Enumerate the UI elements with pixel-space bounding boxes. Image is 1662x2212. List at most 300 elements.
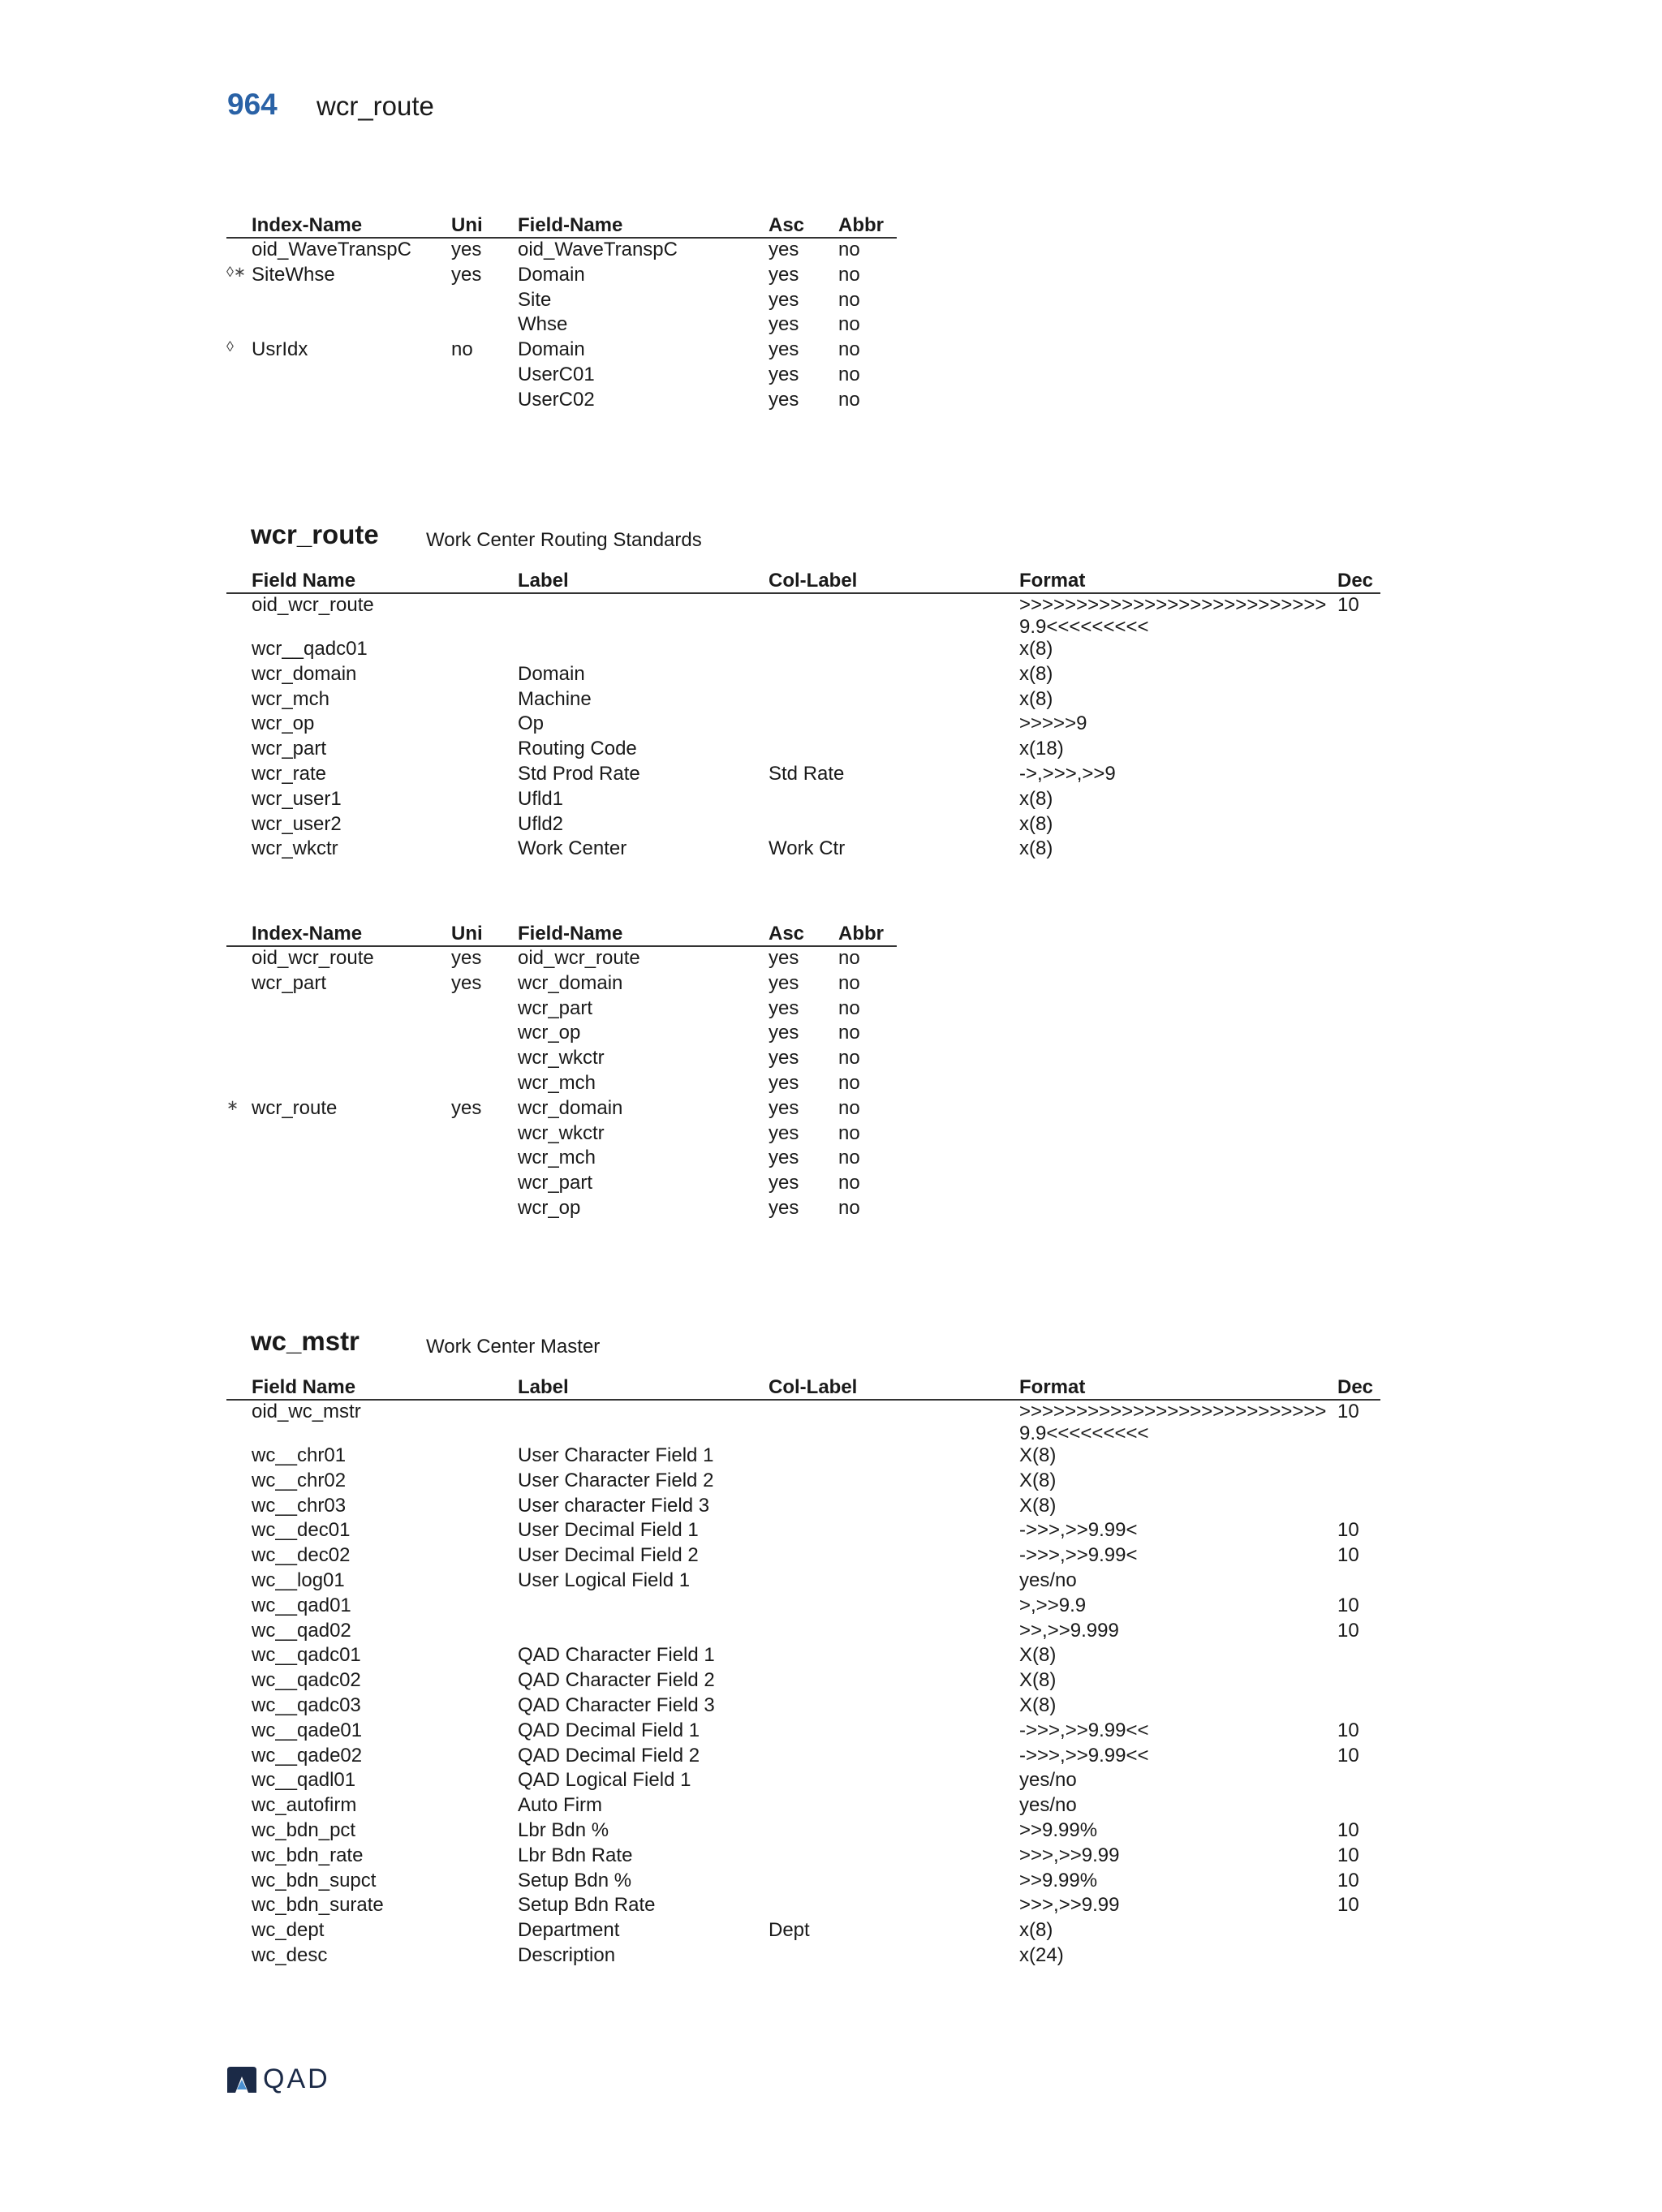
table-name: wcr_route — [251, 519, 379, 549]
table-cell: yes — [769, 947, 799, 969]
field-row — [226, 763, 1380, 788]
cell-format: ->>>,>>9.99< — [1019, 1519, 1138, 1542]
cell-field-name: wcr_domain — [252, 662, 357, 685]
cell-col-label — [769, 1444, 1019, 1470]
table-cell: yes — [451, 239, 482, 260]
cell-dec — [1337, 1694, 1380, 1719]
table-cell: yes — [451, 1096, 482, 1119]
index-row — [226, 313, 897, 338]
cell-label — [518, 1594, 769, 1620]
index-marker — [226, 1172, 252, 1197]
index-row — [226, 1147, 897, 1172]
table-cell: wcr_mch — [518, 1147, 596, 1169]
index-marker — [226, 972, 252, 997]
cell-col-label — [769, 1544, 1019, 1569]
cell-format: x(8) — [1019, 687, 1053, 710]
col-abbr: Abbr — [838, 921, 897, 946]
cell-dec: 10 — [1337, 1869, 1359, 1891]
index-marker — [226, 946, 252, 972]
field-table-header — [226, 568, 1380, 593]
table-cell: no — [838, 1121, 860, 1144]
col-field-name: Field Name — [252, 1375, 518, 1400]
cell-format: >>9.99% — [1019, 1818, 1098, 1841]
cell-format: yes/no — [1019, 1769, 1077, 1792]
cell-label: Machine — [518, 687, 592, 710]
field-row — [226, 1519, 1380, 1544]
cell-field-name: oid_wc_mstr — [252, 1401, 361, 1422]
field-row — [226, 1745, 1380, 1770]
index-row — [226, 1197, 897, 1222]
cell-label: Std Prod Rate — [518, 762, 640, 785]
cell-dec: 10 — [1337, 1894, 1359, 1917]
col-index-name: Index-Name — [252, 213, 451, 238]
col-field-name: Field Name — [252, 568, 518, 593]
index-row — [226, 1172, 897, 1197]
field-row — [226, 1400, 1380, 1444]
cell-label: User Logical Field 1 — [518, 1569, 691, 1591]
table-cell: yes — [769, 288, 799, 311]
cell-col-label: Work Ctr — [769, 837, 846, 860]
cell-format: >>>,>>9.99 — [1019, 1894, 1120, 1917]
field-row — [226, 688, 1380, 713]
cell-label: Op — [518, 712, 545, 735]
cell-field-name: wcr_user2 — [252, 812, 342, 835]
field-row — [226, 1544, 1380, 1569]
field-row — [226, 738, 1380, 763]
cell-dec: 10 — [1337, 1619, 1359, 1642]
table-cell: wcr_domain — [518, 1096, 623, 1119]
cell-col-label — [769, 688, 1019, 713]
index-marker — [226, 364, 252, 389]
cell-field-name: wc__qad01 — [252, 1594, 351, 1616]
index-marker: ◊ — [226, 338, 234, 355]
cell-format: ->>>,>>9.99< — [1019, 1544, 1138, 1567]
cell-col-label — [769, 1594, 1019, 1620]
field-row — [226, 788, 1380, 813]
cell-col-label: Dept — [769, 1919, 810, 1942]
cell-field-name: wcr_user1 — [252, 787, 342, 810]
cell-field-name: wc__qade02 — [252, 1744, 363, 1767]
index-row — [226, 338, 897, 364]
cell-col-label — [769, 1569, 1019, 1594]
table-cell: wcr_part — [518, 1172, 593, 1194]
table-description: Work Center Routing Standards — [426, 529, 702, 551]
table-cell — [451, 313, 518, 338]
table-cell: yes — [451, 947, 482, 969]
table-cell: no — [838, 388, 860, 411]
cell-format: x(8) — [1019, 787, 1053, 810]
cell-dec — [1337, 1769, 1380, 1794]
index-marker: ∗ — [226, 1096, 239, 1113]
cell-col-label — [769, 1669, 1019, 1694]
col-label: Label — [518, 568, 769, 593]
field-row — [226, 1794, 1380, 1819]
cell-col-label — [769, 1470, 1019, 1495]
table-cell: yes — [769, 1147, 799, 1169]
cell-dec — [1337, 1444, 1380, 1470]
cell-dec — [1337, 738, 1380, 763]
cell-field-name: wc__dec01 — [252, 1519, 351, 1542]
field-row — [226, 1944, 1380, 1969]
index-row — [226, 264, 897, 289]
index-table-header — [226, 921, 897, 946]
table-cell: no — [451, 338, 473, 361]
table-cell — [451, 364, 518, 389]
col-col-label: Col-Label — [769, 568, 1019, 593]
table-cell: yes — [769, 263, 799, 286]
table-cell — [451, 1047, 518, 1072]
index-marker — [226, 1022, 252, 1047]
index-row — [226, 1072, 897, 1097]
table-cell: no — [838, 338, 860, 361]
cell-field-name: wcr_part — [252, 738, 327, 760]
table-cell: yes — [769, 388, 799, 411]
cell-field-name: wc__qad02 — [252, 1619, 351, 1642]
index-marker — [226, 997, 252, 1022]
cell-label: Work Center — [518, 837, 627, 860]
index-row — [226, 289, 897, 314]
cell-format: yes/no — [1019, 1794, 1077, 1817]
cell-dec: 10 — [1337, 1401, 1359, 1422]
cell-label: Lbr Bdn Rate — [518, 1844, 633, 1866]
table-cell: yes — [769, 996, 799, 1019]
index-marker — [226, 1197, 252, 1222]
table-cell: no — [838, 996, 860, 1019]
table-cell — [252, 289, 451, 314]
qad-logo — [226, 2064, 330, 2098]
field-row — [226, 712, 1380, 738]
cell-field-name: wc__qade01 — [252, 1719, 363, 1741]
cell-col-label — [769, 1819, 1019, 1844]
table-cell: yes — [769, 313, 799, 336]
table-cell: no — [838, 1172, 860, 1194]
col-uni: Uni — [451, 213, 518, 238]
table-cell — [252, 364, 451, 389]
table-cell — [451, 997, 518, 1022]
cell-field-name: wc_bdn_rate — [252, 1844, 364, 1866]
table-cell: no — [838, 1022, 860, 1044]
table-cell — [252, 389, 451, 414]
field-row — [226, 1894, 1380, 1919]
cell-dec: 10 — [1337, 1519, 1359, 1542]
cell-dec — [1337, 1944, 1380, 1969]
cell-field-name: wcr_wkctr — [252, 837, 338, 860]
col-field-name: Field-Name — [518, 213, 769, 238]
cell-format: X(8) — [1019, 1494, 1057, 1517]
table-cell: yes — [451, 263, 482, 286]
field-row — [226, 1919, 1380, 1944]
wcr-route-field-table — [226, 568, 1380, 863]
index-marker — [226, 289, 252, 314]
cell-dec — [1337, 638, 1380, 663]
cell-col-label — [769, 788, 1019, 813]
cell-label: QAD Decimal Field 2 — [518, 1744, 700, 1767]
cell-col-label: Std Rate — [769, 762, 845, 785]
cell-field-name: wc__qadc03 — [252, 1693, 361, 1716]
table-cell — [451, 1022, 518, 1047]
field-row — [226, 1495, 1380, 1520]
cell-format: x(24) — [1019, 1943, 1064, 1966]
field-row — [226, 1694, 1380, 1719]
table-cell: Whse — [518, 313, 568, 336]
table-cell: yes — [769, 338, 799, 361]
table-cell — [252, 1072, 451, 1097]
table-cell: no — [838, 1147, 860, 1169]
cell-label: QAD Character Field 3 — [518, 1693, 715, 1716]
table-cell: no — [838, 263, 860, 286]
table-cell — [252, 1047, 451, 1072]
cell-col-label — [769, 1944, 1019, 1969]
table-cell: yes — [769, 1172, 799, 1194]
cell-format: x(8) — [1019, 812, 1053, 835]
index-marker — [226, 1072, 252, 1097]
cell-col-label — [769, 712, 1019, 738]
table-description: Work Center Master — [426, 1336, 601, 1358]
table-cell: no — [838, 239, 860, 260]
cell-dec — [1337, 688, 1380, 713]
table-cell: oid_wcr_route — [518, 947, 640, 969]
cell-field-name: wc_autofirm — [252, 1794, 357, 1817]
cell-dec — [1337, 1495, 1380, 1520]
cell-field-name: wc_bdn_surate — [252, 1894, 384, 1917]
field-table-header — [226, 1375, 1380, 1400]
cell-dec — [1337, 813, 1380, 838]
cell-dec — [1337, 763, 1380, 788]
table-cell: UsrIdx — [252, 338, 308, 361]
cell-format: X(8) — [1019, 1469, 1057, 1491]
col-field-name: Field-Name — [518, 921, 769, 946]
cell-field-name: oid_wcr_route — [252, 594, 374, 616]
cell-dec — [1337, 788, 1380, 813]
table-cell: no — [838, 313, 860, 336]
cell-label: QAD Character Field 2 — [518, 1669, 715, 1692]
cell-field-name: wcr__qadc01 — [252, 638, 368, 660]
field-row — [226, 1594, 1380, 1620]
cell-label: Setup Bdn % — [518, 1869, 632, 1891]
table-cell: Domain — [518, 338, 585, 361]
table-cell: Domain — [518, 263, 585, 286]
table-cell: SiteWhse — [252, 263, 335, 286]
table-cell: wcr_wkctr — [518, 1121, 605, 1144]
col-asc: Asc — [769, 213, 838, 238]
cell-label — [518, 638, 769, 663]
table-cell: yes — [769, 971, 799, 994]
cell-format: X(8) — [1019, 1693, 1057, 1716]
index-marker — [226, 1122, 252, 1147]
cell-format: X(8) — [1019, 1444, 1057, 1466]
field-row — [226, 593, 1380, 638]
field-row — [226, 1620, 1380, 1645]
cell-format: yes/no — [1019, 1569, 1077, 1591]
table-cell: no — [838, 363, 860, 385]
table-cell: yes — [769, 1096, 799, 1119]
cell-format: x(8) — [1019, 1919, 1053, 1942]
field-row — [226, 1470, 1380, 1495]
cell-dec — [1337, 1669, 1380, 1694]
index-marker: ◊∗ — [226, 263, 246, 280]
cell-dec — [1337, 1794, 1380, 1819]
table-cell: wcr_op — [518, 1196, 581, 1219]
cell-field-name: wc__chr03 — [252, 1494, 347, 1517]
cell-format: x(8) — [1019, 837, 1053, 860]
cell-col-label — [769, 1495, 1019, 1520]
cell-dec: 10 — [1337, 1594, 1359, 1616]
cell-dec — [1337, 712, 1380, 738]
col-label: Label — [518, 1375, 769, 1400]
cell-label: Department — [518, 1919, 620, 1942]
cell-col-label — [769, 1644, 1019, 1669]
cell-dec: 10 — [1337, 1818, 1359, 1841]
col-dec: Dec — [1337, 1375, 1380, 1400]
cell-format: >>,>>9.999 — [1019, 1619, 1119, 1642]
table-cell: yes — [451, 971, 482, 994]
cell-format: X(8) — [1019, 1669, 1057, 1692]
table-cell: no — [838, 1047, 860, 1069]
table-cell: yes — [769, 239, 799, 260]
cell-label: Ufld1 — [518, 787, 564, 810]
cell-field-name: wcr_rate — [252, 762, 327, 785]
cell-label: User Decimal Field 1 — [518, 1519, 699, 1542]
index-table-1 — [226, 213, 897, 414]
cell-dec: 10 — [1337, 1544, 1359, 1567]
table-cell: wcr_op — [518, 1022, 581, 1044]
table-cell — [252, 1197, 451, 1222]
table-cell: Site — [518, 288, 552, 311]
cell-field-name: wc__qadc02 — [252, 1669, 361, 1692]
table-cell: wcr_part — [518, 996, 593, 1019]
cell-field-name: wc__log01 — [252, 1569, 345, 1591]
index-marker — [226, 238, 252, 264]
cell-format: >>>>>>>>>>>>>>>>>>>>>>>>>>>9.9<<<<<<<<< — [1019, 594, 1327, 638]
index-row — [226, 972, 897, 997]
cell-format: ->>>,>>9.99<< — [1019, 1719, 1149, 1741]
cell-field-name: wcr_op — [252, 712, 315, 735]
cell-label — [518, 593, 769, 638]
table-cell: UserC02 — [518, 388, 595, 411]
table-cell: UserC01 — [518, 363, 595, 385]
cell-col-label — [769, 1870, 1019, 1895]
cell-format: >>>>>9 — [1019, 712, 1087, 735]
index-row — [226, 364, 897, 389]
cell-col-label — [769, 1719, 1019, 1745]
cell-label: QAD Logical Field 1 — [518, 1769, 691, 1792]
cell-dec — [1337, 1470, 1380, 1495]
field-row — [226, 1769, 1380, 1794]
field-row — [226, 1644, 1380, 1669]
cell-label: QAD Character Field 1 — [518, 1644, 715, 1667]
cell-col-label — [769, 738, 1019, 763]
col-format: Format — [1019, 1375, 1337, 1400]
cell-col-label — [769, 1400, 1019, 1444]
cell-col-label — [769, 1769, 1019, 1794]
table-cell: no — [838, 971, 860, 994]
table-cell: wcr_mch — [518, 1071, 596, 1094]
page-title: wcr_route — [316, 91, 434, 121]
table-cell — [252, 1022, 451, 1047]
table-cell: no — [838, 1196, 860, 1219]
col-index-name: Index-Name — [252, 921, 451, 946]
table-cell — [252, 1172, 451, 1197]
logo-text: QAD — [263, 2064, 330, 2094]
table-cell: oid_WaveTranspC — [252, 239, 411, 260]
table-cell: yes — [769, 1022, 799, 1044]
table-cell — [451, 1147, 518, 1172]
cell-col-label — [769, 593, 1019, 638]
table-cell: no — [838, 1071, 860, 1094]
table-cell: yes — [769, 1071, 799, 1094]
cell-label: User Decimal Field 2 — [518, 1544, 699, 1567]
cell-field-name: wcr_mch — [252, 687, 330, 710]
cell-col-label — [769, 1620, 1019, 1645]
cell-dec: 10 — [1337, 1744, 1359, 1767]
cell-label: User character Field 3 — [518, 1494, 710, 1517]
col-uni: Uni — [451, 921, 518, 946]
cell-col-label — [769, 813, 1019, 838]
field-row — [226, 1719, 1380, 1745]
index-row — [226, 389, 897, 414]
cell-dec — [1337, 1919, 1380, 1944]
table-cell — [252, 1122, 451, 1147]
table-cell — [252, 997, 451, 1022]
cell-format: ->,>>>,>>9 — [1019, 762, 1116, 785]
field-row — [226, 1870, 1380, 1895]
table-cell — [451, 1122, 518, 1147]
index-row — [226, 1122, 897, 1147]
table-cell: wcr_part — [252, 971, 327, 994]
cell-label — [518, 1400, 769, 1444]
cell-field-name: wc__chr01 — [252, 1444, 347, 1466]
table-cell: yes — [769, 1121, 799, 1144]
table-cell: yes — [769, 1047, 799, 1069]
index-marker — [226, 1047, 252, 1072]
table-cell — [252, 313, 451, 338]
table-cell: oid_WaveTranspC — [518, 239, 678, 260]
cell-label: Domain — [518, 662, 585, 685]
col-abbr: Abbr — [838, 213, 897, 238]
field-row — [226, 1844, 1380, 1870]
table-cell — [451, 1197, 518, 1222]
cell-field-name: wc__qadl01 — [252, 1769, 356, 1792]
field-row — [226, 813, 1380, 838]
cell-label: Setup Bdn Rate — [518, 1894, 656, 1917]
cell-format: x(8) — [1019, 638, 1053, 660]
index-row — [226, 238, 897, 264]
cell-field-name: wc__dec02 — [252, 1544, 351, 1567]
qad-logo-icon — [226, 2065, 258, 2094]
table-cell: wcr_route — [252, 1096, 338, 1119]
field-row — [226, 837, 1380, 863]
col-asc: Asc — [769, 921, 838, 946]
cell-dec — [1337, 1569, 1380, 1594]
cell-format: >>>,>>9.99 — [1019, 1844, 1120, 1866]
cell-col-label — [769, 1844, 1019, 1870]
index-table-2 — [226, 921, 897, 1222]
table-cell — [252, 1147, 451, 1172]
cell-col-label — [769, 1794, 1019, 1819]
table-cell: yes — [769, 1196, 799, 1219]
index-marker — [226, 313, 252, 338]
index-row — [226, 997, 897, 1022]
cell-col-label — [769, 638, 1019, 663]
table-cell: wcr_domain — [518, 971, 623, 994]
cell-label: Description — [518, 1943, 616, 1966]
index-row — [226, 1097, 897, 1122]
field-row — [226, 638, 1380, 663]
cell-format: >>9.99% — [1019, 1869, 1098, 1891]
table-cell — [451, 289, 518, 314]
cell-label: User Character Field 2 — [518, 1469, 714, 1491]
table-cell: oid_wcr_route — [252, 947, 374, 969]
